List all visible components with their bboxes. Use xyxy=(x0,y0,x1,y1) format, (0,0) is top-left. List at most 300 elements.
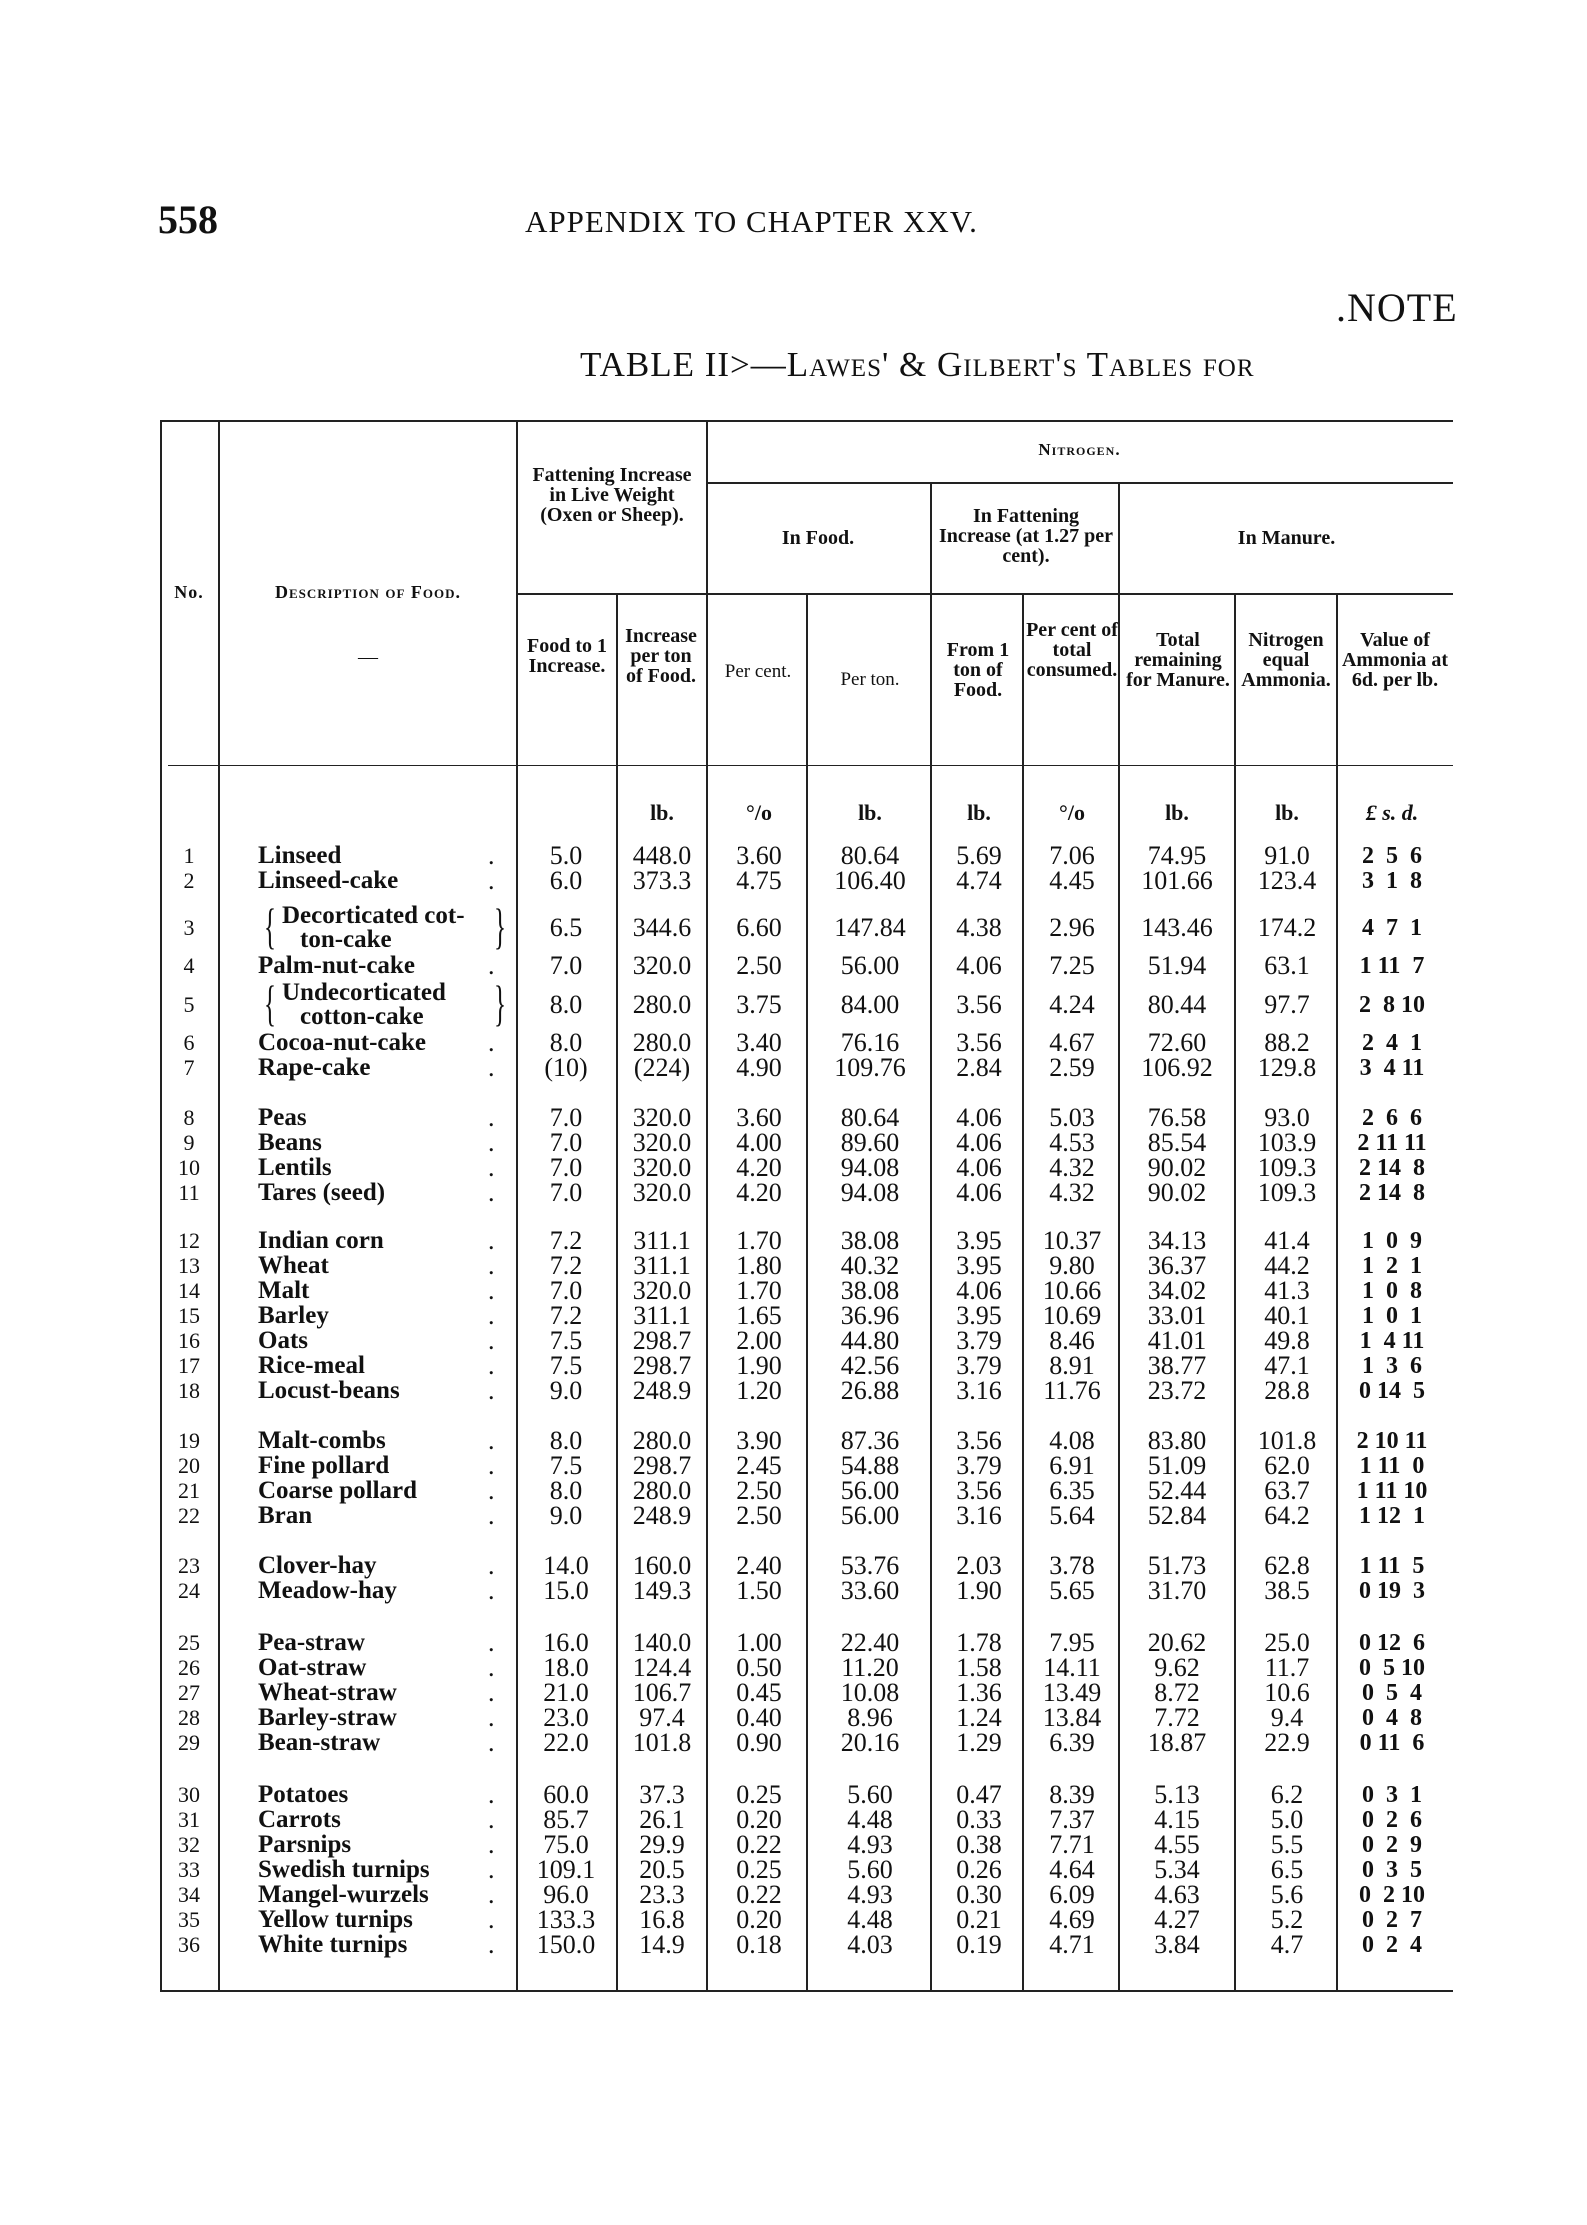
cell-val: 2 5 6 xyxy=(1362,843,1422,869)
cell-pct: 4.90 xyxy=(736,1053,782,1082)
cell-ton: 38.08 xyxy=(840,1226,900,1255)
cell-ton: 87.36 xyxy=(840,1426,900,1455)
cell-inc: 448.0 xyxy=(632,841,692,870)
cell-from: 4.06 xyxy=(956,1153,1002,1182)
cell-pct: 4.00 xyxy=(736,1128,782,1157)
cell-food: 22.0 xyxy=(543,1728,589,1757)
cell-pct: 0.40 xyxy=(736,1703,782,1732)
food-name: Barley-straw xyxy=(258,1704,397,1731)
cell-val: 0 3 5 xyxy=(1362,1857,1422,1883)
row-number: 8 xyxy=(183,1105,195,1130)
cell-food: 7.2 xyxy=(549,1301,583,1330)
cell-ton: 106.40 xyxy=(834,866,906,895)
cell-pct: 4.20 xyxy=(736,1153,782,1182)
cell-pct: 1.80 xyxy=(736,1251,782,1280)
table-row xyxy=(0,1807,1587,1833)
table-row xyxy=(0,1655,1587,1681)
cell-val: 4 7 1 xyxy=(1362,915,1422,941)
table-title xyxy=(580,345,1255,385)
cell-from: 3.95 xyxy=(956,1226,1002,1255)
cell-inc: 320.0 xyxy=(632,951,692,980)
cell-pcons: 6.09 xyxy=(1049,1880,1095,1909)
leader-dot: . xyxy=(488,1053,495,1082)
cell-food: 109.1 xyxy=(536,1855,596,1884)
row-number: 1 xyxy=(183,843,195,868)
table-row xyxy=(0,868,1587,894)
leader-dot: . xyxy=(488,1830,495,1859)
cell-val: 2 10 11 xyxy=(1356,1428,1428,1454)
row-number: 3 xyxy=(183,915,195,940)
cell-ton: 26.88 xyxy=(840,1376,900,1405)
cell-food: 133.3 xyxy=(536,1905,596,1934)
cell-nit: 129.8 xyxy=(1257,1053,1317,1082)
cell-tot: 34.02 xyxy=(1147,1276,1207,1305)
cell-inc: 320.0 xyxy=(632,1128,692,1157)
cell-tot: 74.95 xyxy=(1147,841,1207,870)
cell-inc: 298.7 xyxy=(632,1351,692,1380)
cell-ton: 44.80 xyxy=(840,1326,900,1355)
cell-food: 7.2 xyxy=(549,1251,583,1280)
cell-food: 5.0 xyxy=(549,841,583,870)
header-in-food: In Food. xyxy=(781,527,855,549)
row-number: 10 xyxy=(178,1155,200,1180)
cell-val: 0 2 6 xyxy=(1362,1807,1422,1833)
cell-food: 7.5 xyxy=(549,1326,583,1355)
cell-food: 21.0 xyxy=(543,1678,589,1707)
unit-total: lb. xyxy=(1165,800,1189,825)
cell-food: 7.5 xyxy=(549,1451,583,1480)
cell-pcons: 4.32 xyxy=(1049,1178,1095,1207)
row-number: 13 xyxy=(178,1253,200,1278)
food-name: Mangel-wurzels xyxy=(258,1881,429,1908)
cell-food: 8.0 xyxy=(549,1476,583,1505)
cell-val: 1 3 6 xyxy=(1362,1353,1422,1379)
cell-ton: 38.08 xyxy=(840,1276,900,1305)
cell-inc: 124.4 xyxy=(632,1653,692,1682)
food-name: Coarse pollard xyxy=(258,1477,418,1504)
cell-from: 0.26 xyxy=(956,1855,1002,1884)
cell-pcons: 10.66 xyxy=(1042,1276,1102,1305)
cell-inc: 101.8 xyxy=(632,1728,692,1757)
cell-from: 0.38 xyxy=(956,1830,1002,1859)
cell-ton: 80.64 xyxy=(840,1103,900,1132)
cell-tot: 3.84 xyxy=(1154,1930,1200,1959)
cell-inc: 248.9 xyxy=(632,1376,692,1405)
cell-from: 3.16 xyxy=(956,1501,1002,1530)
cell-inc: 373.3 xyxy=(632,866,692,895)
cell-nit: 109.3 xyxy=(1257,1153,1317,1182)
row-number: 18 xyxy=(178,1378,200,1403)
cell-from: 3.56 xyxy=(956,990,1002,1019)
cell-inc: 160.0 xyxy=(632,1551,692,1580)
cell-ton: 56.00 xyxy=(840,951,900,980)
leader-dot: . xyxy=(488,1855,495,1884)
leader-dot: . xyxy=(488,1028,495,1057)
food-name: Cocoa-nut-cake xyxy=(258,1029,427,1056)
row-number: 20 xyxy=(178,1453,200,1478)
leader-dot: . xyxy=(488,1276,495,1305)
brace-right: } xyxy=(494,898,506,954)
table-row xyxy=(0,1503,1587,1529)
cell-from: 0.33 xyxy=(956,1805,1002,1834)
cell-pcons: 9.80 xyxy=(1049,1251,1095,1280)
leader-dot: . xyxy=(488,1326,495,1355)
running-head: APPENDIX TO CHAPTER XXV. xyxy=(525,204,978,239)
cell-tot: 51.94 xyxy=(1147,951,1207,980)
cell-pct: 0.45 xyxy=(736,1678,782,1707)
leader-dot: . xyxy=(488,1128,495,1157)
leader-dot: . xyxy=(488,1476,495,1505)
header-value-ammonia: Value of Ammonia at 6d. per lb. xyxy=(1341,629,1449,691)
cell-pcons: 7.71 xyxy=(1049,1830,1095,1859)
cell-pcons: 5.65 xyxy=(1049,1576,1095,1605)
cell-pct: 1.65 xyxy=(736,1301,782,1330)
cell-food: 9.0 xyxy=(549,1376,583,1405)
cell-food: (10) xyxy=(544,1053,588,1082)
cell-inc: 320.0 xyxy=(632,1103,692,1132)
cell-from: 1.58 xyxy=(956,1653,1002,1682)
header-no: No. xyxy=(174,582,204,602)
food-name: Oat-straw xyxy=(258,1654,367,1681)
cell-tot: 4.27 xyxy=(1154,1905,1200,1934)
food-name: Peas xyxy=(258,1104,307,1131)
cell-from: 3.56 xyxy=(956,1476,1002,1505)
cell-inc: 280.0 xyxy=(632,990,692,1019)
cell-pct: 6.60 xyxy=(736,913,782,942)
cell-pct: 1.90 xyxy=(736,1351,782,1380)
table-row xyxy=(0,1932,1587,1958)
cell-nit: 10.6 xyxy=(1264,1678,1310,1707)
cell-inc: (224) xyxy=(633,1053,691,1082)
leader-dot: . xyxy=(488,1301,495,1330)
cell-from: 4.06 xyxy=(956,1276,1002,1305)
row-number: 24 xyxy=(178,1578,200,1603)
row-number: 19 xyxy=(178,1428,200,1453)
unit-value: £ s. d. xyxy=(1365,800,1419,825)
food-name: Clover-hay xyxy=(258,1552,377,1579)
cell-ton: 76.16 xyxy=(840,1028,900,1057)
cell-food: 7.0 xyxy=(549,1276,583,1305)
table-row xyxy=(0,1155,1587,1181)
row-number: 21 xyxy=(178,1478,200,1503)
cell-ton: 94.08 xyxy=(840,1153,900,1182)
cell-inc: 248.9 xyxy=(632,1501,692,1530)
cell-pct: 0.25 xyxy=(736,1855,782,1884)
cell-inc: 320.0 xyxy=(632,1153,692,1182)
cell-tot: 52.44 xyxy=(1147,1476,1207,1505)
leader-dot: . xyxy=(488,1103,495,1132)
table-row xyxy=(0,975,1587,1031)
cell-pct: 2.50 xyxy=(736,1476,782,1505)
table-row xyxy=(0,1180,1587,1206)
cell-ton: 56.00 xyxy=(840,1501,900,1530)
header-nitrogen-ammonia: Nitrogen equal Ammonia. xyxy=(1241,629,1331,691)
row-number: 36 xyxy=(178,1932,200,1957)
cell-val: 1 12 1 xyxy=(1359,1503,1425,1529)
brace-left: { xyxy=(264,975,276,1031)
cell-val: 1 11 5 xyxy=(1359,1553,1425,1579)
cell-pct: 0.90 xyxy=(736,1728,782,1757)
cell-tot: 51.09 xyxy=(1147,1451,1207,1480)
cell-food: 14.0 xyxy=(543,1551,589,1580)
cell-tot: 143.46 xyxy=(1141,913,1213,942)
cell-inc: 298.7 xyxy=(632,1326,692,1355)
cell-ton: 94.08 xyxy=(840,1178,900,1207)
table-row xyxy=(0,1478,1587,1504)
leader-dot: . xyxy=(488,1576,495,1605)
cell-val: 0 2 9 xyxy=(1362,1832,1422,1858)
leader-dot: . xyxy=(488,1451,495,1480)
leader-dot: . xyxy=(488,1426,495,1455)
leader-dot: . xyxy=(488,1501,495,1530)
cell-val: 0 19 3 xyxy=(1359,1578,1425,1604)
food-name: Palm-nut-cake xyxy=(258,952,415,979)
cell-from: 1.78 xyxy=(956,1628,1002,1657)
leader-dot: . xyxy=(488,1805,495,1834)
cell-from: 2.03 xyxy=(956,1551,1002,1580)
cell-pcons: 4.32 xyxy=(1049,1153,1095,1182)
cell-nit: 22.9 xyxy=(1264,1728,1310,1757)
cell-val: 1 4 11 xyxy=(1359,1328,1425,1354)
table-row xyxy=(0,1303,1587,1329)
cell-val: 0 12 6 xyxy=(1359,1630,1425,1656)
cell-nit: 4.7 xyxy=(1270,1930,1304,1959)
cell-pcons: 5.64 xyxy=(1049,1501,1095,1530)
cell-food: 75.0 xyxy=(543,1830,589,1859)
cell-tot: 18.87 xyxy=(1147,1728,1207,1757)
row-number: 32 xyxy=(178,1832,200,1857)
cell-ton: 54.88 xyxy=(840,1451,900,1480)
leader-dot: . xyxy=(488,1728,495,1757)
row-number: 27 xyxy=(178,1680,200,1705)
cell-pcons: 3.78 xyxy=(1049,1551,1095,1580)
cell-ton: 10.08 xyxy=(840,1678,900,1707)
cell-food: 6.5 xyxy=(549,913,583,942)
cell-nit: 97.7 xyxy=(1264,990,1310,1019)
cell-nit: 6.2 xyxy=(1270,1780,1304,1809)
row-number: 4 xyxy=(183,953,195,978)
header-per-ton: Per ton. xyxy=(840,669,900,690)
leader-dot: . xyxy=(488,1178,495,1207)
cell-tot: 85.54 xyxy=(1147,1128,1207,1157)
food-name: Beans xyxy=(258,1129,322,1156)
table-row xyxy=(0,1228,1587,1254)
table-row xyxy=(0,1353,1587,1379)
header-fattening: Fattening Increase in Live Weight (Oxen or Sheep). xyxy=(532,464,692,526)
cell-pct: 2.40 xyxy=(736,1551,782,1580)
cell-inc: 97.4 xyxy=(639,1703,685,1732)
cell-pct: 2.50 xyxy=(736,951,782,980)
cell-pcons: 6.35 xyxy=(1049,1476,1095,1505)
row-number: 17 xyxy=(178,1353,200,1378)
cell-tot: 83.80 xyxy=(1147,1426,1207,1455)
cell-nit: 5.5 xyxy=(1270,1830,1304,1859)
cell-val: 1 11 10 xyxy=(1356,1478,1428,1504)
cell-from: 3.95 xyxy=(956,1301,1002,1330)
cell-pcons: 4.45 xyxy=(1049,866,1095,895)
cell-ton: 4.93 xyxy=(847,1830,893,1859)
cell-ton: 22.40 xyxy=(840,1628,900,1657)
cell-from: 3.79 xyxy=(956,1351,1002,1380)
row-number: 11 xyxy=(178,1180,200,1205)
cell-inc: 14.9 xyxy=(639,1930,685,1959)
table-row xyxy=(0,1055,1587,1081)
cell-nit: 9.4 xyxy=(1270,1703,1304,1732)
cell-pcons: 11.76 xyxy=(1043,1376,1101,1405)
cell-pct: 1.70 xyxy=(736,1276,782,1305)
cell-ton: 80.64 xyxy=(840,841,900,870)
cell-val: 1 2 1 xyxy=(1362,1253,1422,1279)
cell-pcons: 13.49 xyxy=(1042,1678,1102,1707)
leader-dot: . xyxy=(488,1780,495,1809)
cell-inc: 320.0 xyxy=(632,1276,692,1305)
table-row xyxy=(0,1453,1587,1479)
header-per-cent: Per cent. xyxy=(724,661,792,682)
cell-pcons: 7.37 xyxy=(1049,1805,1095,1834)
row-number: 5 xyxy=(183,992,195,1017)
cell-pcons: 7.25 xyxy=(1049,951,1095,980)
cell-ton: 40.32 xyxy=(840,1251,900,1280)
cell-pct: 2.50 xyxy=(736,1501,782,1530)
cell-food: 9.0 xyxy=(549,1501,583,1530)
cell-ton: 8.96 xyxy=(847,1703,893,1732)
header-in-manure: In Manure. xyxy=(1237,527,1336,549)
cell-nit: 41.4 xyxy=(1264,1226,1310,1255)
unit-increase: lb. xyxy=(650,800,674,825)
cell-inc: 298.7 xyxy=(632,1451,692,1480)
cell-pct: 3.60 xyxy=(736,1103,782,1132)
food-name: Parsnips xyxy=(258,1831,352,1858)
cell-from: 3.79 xyxy=(956,1326,1002,1355)
unit-per-cent-consumed: °/o xyxy=(1059,800,1085,825)
cell-from: 1.29 xyxy=(956,1728,1002,1757)
header-in-fattening: In Fattening Increase (at 1.27 per cent). xyxy=(938,505,1114,567)
cell-food: 8.0 xyxy=(549,1028,583,1057)
cell-food: 16.0 xyxy=(543,1628,589,1657)
cell-from: 5.69 xyxy=(956,841,1002,870)
cell-from: 3.56 xyxy=(956,1426,1002,1455)
cell-tot: 34.13 xyxy=(1147,1226,1207,1255)
cell-nit: 41.3 xyxy=(1264,1276,1310,1305)
cell-ton: 11.20 xyxy=(841,1653,899,1682)
cell-inc: 26.1 xyxy=(639,1805,685,1834)
cell-inc: 320.0 xyxy=(632,1178,692,1207)
leader-dot: . xyxy=(488,1351,495,1380)
food-name: Tares (seed) xyxy=(258,1179,386,1206)
table-row xyxy=(0,898,1587,954)
header-per-cent-consumed: Per cent of total consumed. xyxy=(1026,619,1118,681)
cell-tot: 8.72 xyxy=(1154,1678,1200,1707)
cell-pct: 0.22 xyxy=(736,1830,782,1859)
cell-inc: 280.0 xyxy=(632,1476,692,1505)
cell-val: 3 4 11 xyxy=(1359,1055,1425,1081)
table-row xyxy=(0,1428,1587,1454)
cell-nit: 28.8 xyxy=(1264,1376,1310,1405)
cell-tot: 51.73 xyxy=(1147,1551,1207,1580)
cell-pct: 4.20 xyxy=(736,1178,782,1207)
cell-pcons: 4.24 xyxy=(1049,990,1095,1019)
food-name: Locust-beans xyxy=(258,1377,400,1404)
cell-tot: 72.60 xyxy=(1147,1028,1207,1057)
cell-nit: 123.4 xyxy=(1257,866,1317,895)
food-name: Potatoes xyxy=(258,1781,349,1808)
cell-ton: 89.60 xyxy=(840,1128,900,1157)
cell-food: 7.0 xyxy=(549,951,583,980)
cell-food: 7.5 xyxy=(549,1351,583,1380)
food-name: White turnips xyxy=(258,1931,408,1958)
food-name: Bran xyxy=(258,1502,313,1529)
cell-food: 18.0 xyxy=(543,1653,589,1682)
cell-nit: 25.0 xyxy=(1264,1628,1310,1657)
table-row xyxy=(0,1730,1587,1756)
cell-nit: 5.0 xyxy=(1270,1805,1304,1834)
cell-pct: 0.50 xyxy=(736,1653,782,1682)
cell-from: 3.95 xyxy=(956,1251,1002,1280)
note-label: .NOTE xyxy=(1336,285,1458,330)
cell-ton: 5.60 xyxy=(847,1780,893,1809)
row-number: 25 xyxy=(178,1630,200,1655)
table-row xyxy=(0,1857,1587,1883)
cell-from: 0.30 xyxy=(956,1880,1002,1909)
cell-val: 0 4 8 xyxy=(1362,1705,1422,1731)
unit-from-ton: lb. xyxy=(967,800,991,825)
cell-from: 0.21 xyxy=(956,1905,1002,1934)
food-name: Oats xyxy=(258,1327,308,1354)
leader-dot: . xyxy=(488,1153,495,1182)
cell-tot: 101.66 xyxy=(1141,866,1213,895)
cell-tot: 90.02 xyxy=(1147,1178,1207,1207)
cell-pcons: 5.03 xyxy=(1049,1103,1095,1132)
cell-val: 1 0 1 xyxy=(1362,1303,1422,1329)
row-number: 34 xyxy=(178,1882,200,1907)
cell-tot: 20.62 xyxy=(1147,1628,1207,1657)
cell-pcons: 10.69 xyxy=(1042,1301,1102,1330)
row-number: 7 xyxy=(183,1055,195,1080)
cell-ton: 56.00 xyxy=(840,1476,900,1505)
cell-nit: 5.2 xyxy=(1270,1905,1304,1934)
cell-val: 2 6 6 xyxy=(1362,1105,1422,1131)
cell-ton: 109.76 xyxy=(834,1053,906,1082)
header-from-ton: From 1 ton of Food. xyxy=(946,639,1010,701)
header-food-to-increase: Food to 1 Increase. xyxy=(527,635,607,677)
row-number: 31 xyxy=(178,1807,200,1832)
cell-val: 0 11 6 xyxy=(1359,1730,1425,1756)
cell-val: 0 2 10 xyxy=(1359,1882,1425,1908)
food-name: Indian corn xyxy=(258,1227,384,1254)
cell-inc: 16.8 xyxy=(639,1905,685,1934)
cell-pct: 2.00 xyxy=(736,1326,782,1355)
leader-dot: . xyxy=(488,1551,495,1580)
leader-dot: . xyxy=(488,1376,495,1405)
cell-pcons: 10.37 xyxy=(1042,1226,1102,1255)
cell-nit: 91.0 xyxy=(1264,841,1310,870)
cell-inc: 29.9 xyxy=(639,1830,685,1859)
cell-pct: 1.70 xyxy=(736,1226,782,1255)
food-name: Malt xyxy=(258,1277,310,1304)
row-number: 35 xyxy=(178,1907,200,1932)
cell-pct: 3.90 xyxy=(736,1426,782,1455)
cell-tot: 41.01 xyxy=(1147,1326,1207,1355)
cell-food: 150.0 xyxy=(536,1930,596,1959)
cell-food: 60.0 xyxy=(543,1780,589,1809)
food-name: Lentils xyxy=(258,1154,332,1181)
food-name: Linseed-cake xyxy=(258,867,399,894)
header-total-remaining: Total remaining for Manure. xyxy=(1126,629,1230,691)
cell-pcons: 14.11 xyxy=(1043,1653,1101,1682)
leader-dot: . xyxy=(488,1703,495,1732)
cell-tot: 80.44 xyxy=(1147,990,1207,1019)
cell-pct: 1.20 xyxy=(736,1376,782,1405)
